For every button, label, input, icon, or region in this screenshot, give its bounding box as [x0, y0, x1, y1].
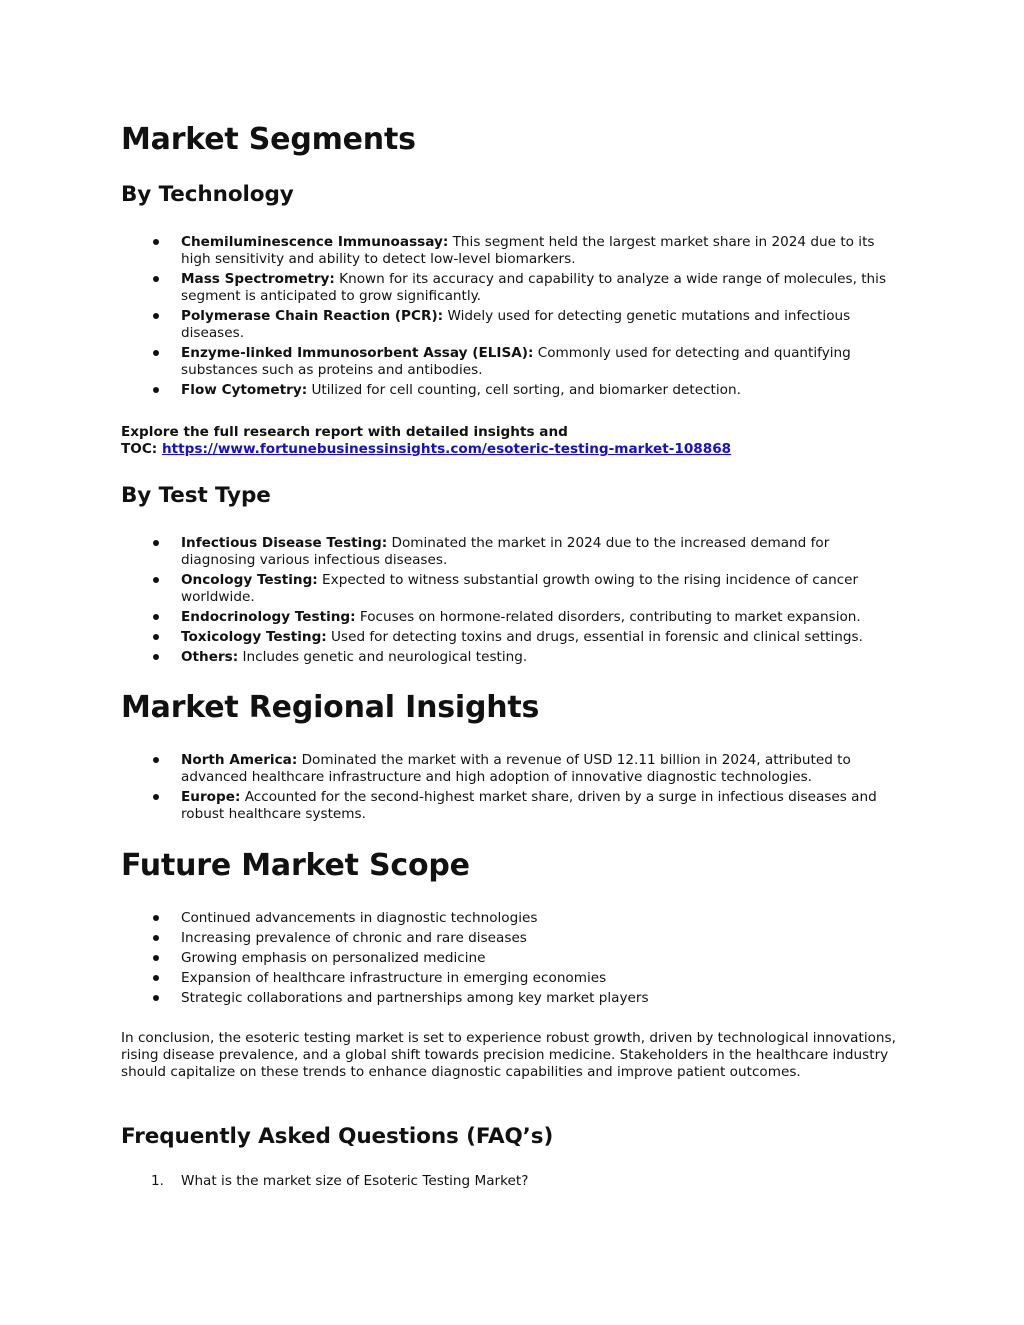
list-item: Endocrinology Testing: Focuses on hormone-related disorders, contributing to market expansion. [121, 609, 901, 626]
list-item: Mass Spectrometry: Known for its accuracy and capability to analyze a wide range of molecules, this segment is anticipated to grow significantly. [121, 271, 901, 305]
list-item: Strategic collaborations and partnerships among key market players [121, 990, 901, 1007]
regional-insights-title: Market Regional Insights [121, 690, 540, 725]
market-segments-title: Market Segments [121, 122, 416, 157]
conclusion-paragraph: In conclusion, the esoteric testing market is set to experience robust growth, driven by technological innovations, rising disease prevalence, and a global shift towards precision medicine. Stakeholders in the healthcare industry should capitalize on these trends to enhance diagnostic capabilities and improve patient outcomes. [121, 1030, 896, 1080]
list-item: Expansion of healthcare infrastructure in emerging economies [121, 970, 901, 987]
future-scope-title: Future Market Scope [121, 848, 470, 883]
list-item: Enzyme-linked Immunosorbent Assay (ELISA): Commonly used for detecting and quantifying substances such as proteins and antibodies. [121, 345, 901, 379]
technology-list [121, 234, 901, 402]
future-scope-list [121, 910, 901, 1010]
by-test-type-heading: By Test Type [121, 483, 271, 508]
faq-number: 1. [151, 1173, 164, 1189]
test-type-list [121, 535, 901, 669]
by-technology-heading: By Technology [121, 182, 294, 207]
report-link[interactable]: https://www.fortunebusinessinsights.com/esoteric-testing-market-108868 [161, 441, 732, 457]
list-item: Flow Cytometry: Utilized for cell counting, cell sorting, and biomarker detection. [121, 382, 901, 399]
explore-report-text: Explore the full research report with detailed insights and TOC: https://www.fortunebusinessinsights.com/esoteric-testing-market-108868 [121, 424, 732, 457]
list-item: 1. What is the market size of Esoteric Testing Market? [151, 1173, 529, 1189]
list-item: Toxicology Testing: Used for detecting toxins and drugs, essential in forensic and clinical settings. [121, 629, 901, 646]
list-item: Oncology Testing: Expected to witness substantial growth owing to the rising incidence of cancer worldwide. [121, 572, 901, 606]
list-item: Increasing prevalence of chronic and rare diseases [121, 930, 901, 947]
faq-list [121, 1173, 901, 1193]
list-item: North America: Dominated the market with a revenue of USD 12.11 billion in 2024, attributed to advanced healthcare infrastructure and high adoption of innovative diagnostic technologies. [121, 752, 901, 786]
list-item: Others: Includes genetic and neurological testing. [121, 649, 901, 666]
list-item: Polymerase Chain Reaction (PCR): Widely used for detecting genetic mutations and infectious diseases. [121, 308, 901, 342]
list-item: Growing emphasis on personalized medicine [121, 950, 901, 967]
list-item: Continued advancements in diagnostic technologies [121, 910, 901, 927]
regional-list [121, 752, 901, 826]
list-item: Chemiluminescence Immunoassay: This segment held the largest market share in 2024 due to its high sensitivity and ability to detect low-level biomarkers. [121, 234, 901, 268]
faq-heading: Frequently Asked Questions (FAQ’s) [121, 1124, 554, 1149]
list-item: Europe: Accounted for the second-highest market share, driven by a surge in infectious diseases and robust healthcare systems. [121, 789, 901, 823]
list-item: Infectious Disease Testing: Dominated the market in 2024 due to the increased demand for diagnosing various infectious diseases. [121, 535, 901, 569]
